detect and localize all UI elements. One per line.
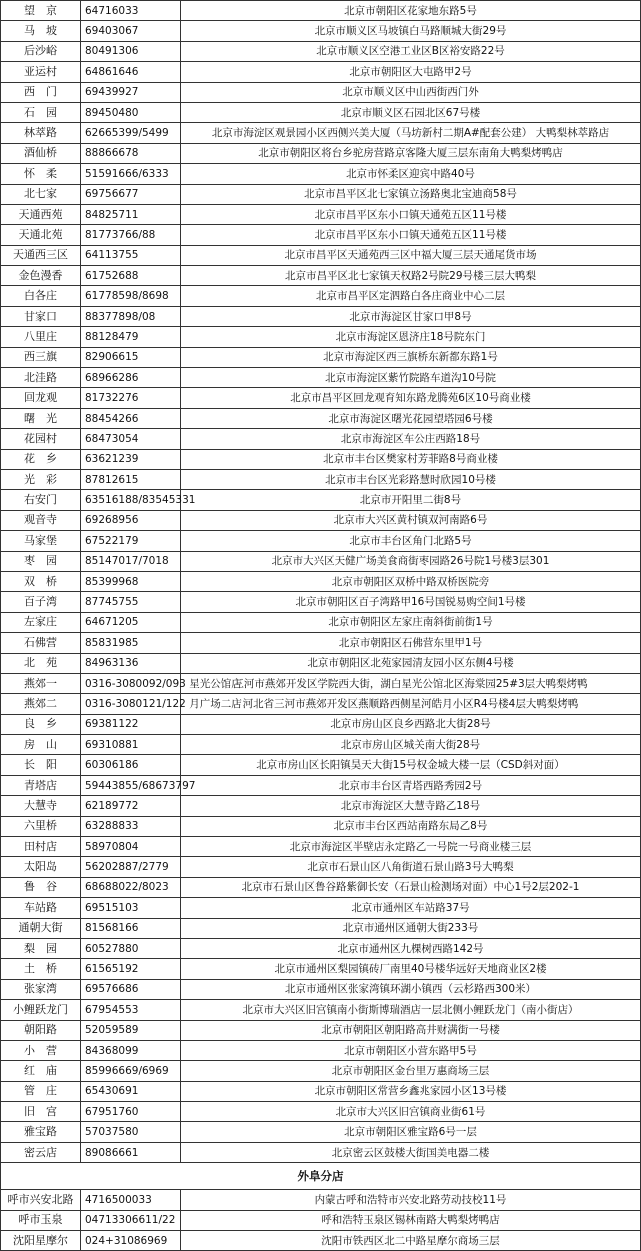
branch-address: 北京市朝阳区花家地东路5号 <box>181 1 641 21</box>
branch-address: 北京市昌平区北七家镇天权路2号院29号楼三层大鸭梨 <box>181 266 641 286</box>
branch-address: 北京市通州区梨园镇砖厂南里40号楼华远好天地商业区2楼 <box>181 959 641 979</box>
table-row <box>1 327 641 347</box>
table-row <box>1 1142 641 1162</box>
branch-address: 北京市丰台区青塔西路秀园2号 <box>181 775 641 795</box>
branch-name: 曙 光 <box>1 408 81 428</box>
section-header-group <box>1 1163 641 1190</box>
branch-address: 北京市朝阳区朝阳路高井财满街一号楼 <box>181 1020 641 1040</box>
branch-name: 石佛营 <box>1 633 81 653</box>
branch-phone: 60527880 <box>81 938 181 958</box>
branch-phone: 81773766/88 <box>81 225 181 245</box>
branch-name: 梨 园 <box>1 938 81 958</box>
branch-name: 青塔店 <box>1 775 81 795</box>
branch-phone: 56202887/2779 <box>81 857 181 877</box>
branch-name: 沈阳星摩尔 <box>1 1231 81 1251</box>
branch-address: 北京市朝阳区常营乡鑫兆家园小区13号楼 <box>181 1081 641 1101</box>
branch-name: 北七家 <box>1 184 81 204</box>
branch-phone: 65430691 <box>81 1081 181 1101</box>
branch-address: 北京市朝阳区北苑家园清友园小区东侧4号楼 <box>181 653 641 673</box>
branch-phone: 81732276 <box>81 388 181 408</box>
branch-name: 怀 柔 <box>1 164 81 184</box>
table-row <box>1 1020 641 1040</box>
table-row <box>1 775 641 795</box>
branch-address: 北京市房山区长阳镇昊天大街15号权金城大楼一层（CSD斜对面） <box>181 755 641 775</box>
table-row <box>1 41 641 61</box>
table-row <box>1 938 641 958</box>
branch-phone: 84368099 <box>81 1040 181 1060</box>
branch-address: 北京市昌平区天通苑西三区中福大厦三层天通尾货市场 <box>181 245 641 265</box>
table-row <box>1 266 641 286</box>
branch-name: 长 阳 <box>1 755 81 775</box>
branch-address: 北京市朝阳区百子湾路甲16号国锐易购空间1号楼 <box>181 592 641 612</box>
branch-list <box>1 1 641 1163</box>
branch-address: 呼和浩特玉泉区锡林南路大鸭梨烤鸭店 <box>181 1210 641 1230</box>
branch-name: 良 乡 <box>1 714 81 734</box>
branch-name: 呼市兴安北路 <box>1 1190 81 1210</box>
branch-name: 密云店 <box>1 1142 81 1162</box>
branch-name: 太阳岛 <box>1 857 81 877</box>
table-row <box>1 551 641 571</box>
table-row <box>1 286 641 306</box>
branch-address: 北京市海淀区恩济庄18号院东门 <box>181 327 641 347</box>
branch-phone: 85831985 <box>81 633 181 653</box>
branch-address: 北京市顺义区石园北区67号楼 <box>181 102 641 122</box>
table-row <box>1 1040 641 1060</box>
table-row <box>1 347 641 367</box>
table-row <box>1 143 641 163</box>
branch-phone: 69268956 <box>81 510 181 530</box>
branch-phone: 62665399/5499 <box>81 123 181 143</box>
branch-address: 河北省三河市燕郊开发区燕顺路西侧星河皓月小区R4号楼4层大鸭梨烤鸭 <box>181 694 641 714</box>
branch-address: 内蒙古呼和浩特市兴安北路劳动技校11号 <box>181 1190 641 1210</box>
branch-phone: 69515103 <box>81 898 181 918</box>
branch-address: 北京市通州区九棵树西路142号 <box>181 938 641 958</box>
branch-phone: 88128479 <box>81 327 181 347</box>
branch-phone: 63621239 <box>81 449 181 469</box>
branch-phone: 69381122 <box>81 714 181 734</box>
branch-name: 旧 宫 <box>1 1102 81 1122</box>
table-row <box>1 735 641 755</box>
table-row <box>1 1231 641 1251</box>
branch-name: 西 门 <box>1 82 81 102</box>
table-row <box>1 1122 641 1142</box>
section-title: 外阜分店 <box>1 1163 641 1190</box>
table-row <box>1 531 641 551</box>
branch-address: 北京市顺义区空港工业区B区裕安路22号 <box>181 41 641 61</box>
branch-name: 后沙峪 <box>1 41 81 61</box>
branch-name: 小鲤跃龙门 <box>1 1000 81 1020</box>
table-row <box>1 306 641 326</box>
branch-phone: 024+31086969 <box>81 1231 181 1251</box>
branch-name: 金色漫香 <box>1 266 81 286</box>
branch-name: 马 坡 <box>1 21 81 41</box>
branch-phone: 85996669/6969 <box>81 1061 181 1081</box>
branch-phone: 84963136 <box>81 653 181 673</box>
branch-address: 北京市大兴区旧宫镇南小街斯博瑞酒店一层北侧小鲤跃龙门（南小街店） <box>181 1000 641 1020</box>
branch-phone: 60306186 <box>81 755 181 775</box>
branch-address: 北京市丰台区角门北路5号 <box>181 531 641 551</box>
branch-phone: 89086661 <box>81 1142 181 1162</box>
branch-phone: 4716500033 <box>81 1190 181 1210</box>
branch-address: 北京市丰台区光彩路慧时欣园10号楼 <box>181 469 641 489</box>
table-row <box>1 653 641 673</box>
branch-name: 光 彩 <box>1 469 81 489</box>
branch-address: 三河市燕郊开发区学院西大街，湖白星光公馆北区海棠园25#3层大鸭梨烤鸭 <box>181 673 641 693</box>
table-row <box>1 837 641 857</box>
table-row <box>1 877 641 897</box>
table-row <box>1 225 641 245</box>
branch-name: 通朝大街 <box>1 918 81 938</box>
table-row <box>1 164 641 184</box>
branch-address: 北京市海淀区车公庄西路18号 <box>181 429 641 449</box>
branch-phone: 67522179 <box>81 531 181 551</box>
branch-address: 北京市怀柔区迎宾中路40号 <box>181 164 641 184</box>
table-row <box>1 21 641 41</box>
branch-phone: 69310881 <box>81 735 181 755</box>
branch-phone: 64113755 <box>81 245 181 265</box>
branch-address: 北京市大兴区旧宫镇商业街61号 <box>181 1102 641 1122</box>
branch-phone: 88377898/08 <box>81 306 181 326</box>
branch-address: 北京市朝阳区小营东路甲5号 <box>181 1040 641 1060</box>
branch-name: 红 庙 <box>1 1061 81 1081</box>
branch-name: 左家庄 <box>1 612 81 632</box>
table-row <box>1 898 641 918</box>
branch-address: 北京市海淀区半壁店永定路乙一号院一号商业楼三层 <box>181 837 641 857</box>
branch-name: 雅宝路 <box>1 1122 81 1142</box>
table-row <box>1 918 641 938</box>
branch-address: 北京市石景山区鲁谷路紫御长安（石景山检测场对面）中心1号2层202-1 <box>181 877 641 897</box>
branch-address: 北京市顺义区中山西街西门外 <box>181 82 641 102</box>
branch-address: 北京市朝阳区双桥中路双桥医院旁 <box>181 571 641 591</box>
branch-phone: 85399968 <box>81 571 181 591</box>
branch-phone: 69439927 <box>81 82 181 102</box>
branch-address: 北京市海淀区大慧寺路乙18号 <box>181 796 641 816</box>
branch-address: 北京市丰台区西站南路东局乙8号 <box>181 816 641 836</box>
branch-address: 北京市朝阳区金台里万惠商场三层 <box>181 1061 641 1081</box>
branch-address: 北京市通州区车站路37号 <box>181 898 641 918</box>
table-row <box>1 633 641 653</box>
table-row <box>1 429 641 449</box>
branch-address: 北京市石景山区八角街道石景山路3号大鸭梨 <box>181 857 641 877</box>
branch-phone: 80491306 <box>81 41 181 61</box>
branch-name: 马家堡 <box>1 531 81 551</box>
branch-name: 百子湾 <box>1 592 81 612</box>
branch-address: 北京市大兴区黄村镇双河南路6号 <box>181 510 641 530</box>
branch-name: 右安门 <box>1 490 81 510</box>
branch-phone: 62189772 <box>81 796 181 816</box>
branch-phone: 68966286 <box>81 368 181 388</box>
branch-phone: 63288833 <box>81 816 181 836</box>
table-row <box>1 1210 641 1230</box>
table-row <box>1 673 641 693</box>
table-row <box>1 612 641 632</box>
branch-name: 酒仙桥 <box>1 143 81 163</box>
table-row <box>1 102 641 122</box>
branch-name: 小 营 <box>1 1040 81 1060</box>
branch-name: 天通西三区 <box>1 245 81 265</box>
table-row <box>1 245 641 265</box>
branch-phone: 69576686 <box>81 979 181 999</box>
branch-phone: 64671205 <box>81 612 181 632</box>
branch-name: 花 乡 <box>1 449 81 469</box>
table-row <box>1 571 641 591</box>
branch-name: 双 桥 <box>1 571 81 591</box>
table-row <box>1 204 641 224</box>
table-row <box>1 368 641 388</box>
branch-address: 北京市通州区通朝大街233号 <box>181 918 641 938</box>
branch-address: 北京市海淀区曙光花园望塔园6号楼 <box>181 408 641 428</box>
table-row <box>1 123 641 143</box>
table-row <box>1 510 641 530</box>
branch-phone: 89450480 <box>81 102 181 122</box>
branch-address: 北京市昌平区东小口镇天通苑五区11号楼 <box>181 204 641 224</box>
branch-address: 北京市海淀区西三旗桥东新都东路1号 <box>181 347 641 367</box>
branch-name: 燕郊二 <box>1 694 81 714</box>
branch-phone: 51591666/6333 <box>81 164 181 184</box>
branch-name: 回龙观 <box>1 388 81 408</box>
table-row <box>1 490 641 510</box>
table-row <box>1 1000 641 1020</box>
branch-name: 房 山 <box>1 735 81 755</box>
branch-phone: 88866678 <box>81 143 181 163</box>
branch-name: 望 京 <box>1 1 81 21</box>
branch-name: 燕郊一 <box>1 673 81 693</box>
branch-name: 八里庄 <box>1 327 81 347</box>
branch-address: 北京市通州区张家湾镇环湖小镇西（云杉路西300米） <box>181 979 641 999</box>
branch-address: 北京市海淀区观景园小区西侧兴美大厦（马坊新村二期A#配套公建） 大鸭梨林萃路店 <box>181 123 641 143</box>
branch-phone: 82906615 <box>81 347 181 367</box>
branch-phone: 67954553 <box>81 1000 181 1020</box>
branch-name: 车站路 <box>1 898 81 918</box>
branch-phone: 61565192 <box>81 959 181 979</box>
branch-name: 白各庄 <box>1 286 81 306</box>
branch-address: 北京密云区鼓楼大街国美电器二楼 <box>181 1142 641 1162</box>
table-row <box>1 184 641 204</box>
table-row <box>1 755 641 775</box>
branch-address: 北京市顺义区马坡镇白马路顺城大街29号 <box>181 21 641 41</box>
branch-phone: 64716033 <box>81 1 181 21</box>
branch-address: 沈阳市铁西区北二中路星摩尔商场三层 <box>181 1231 641 1251</box>
branch-address: 北京市昌平区东小口镇天通苑五区11号楼 <box>181 225 641 245</box>
branch-phone: 63516188/83545331 <box>81 490 181 510</box>
branch-phone: 61752688 <box>81 266 181 286</box>
branch-phone: 64861646 <box>81 62 181 82</box>
table-row <box>1 1 641 21</box>
branch-name: 朝阳路 <box>1 1020 81 1040</box>
branch-name: 鲁 谷 <box>1 877 81 897</box>
table-row <box>1 714 641 734</box>
branch-name: 枣 园 <box>1 551 81 571</box>
branch-address: 北京市海淀区甘家口甲8号 <box>181 306 641 326</box>
branch-name: 六里桥 <box>1 816 81 836</box>
branch-phone: 84825711 <box>81 204 181 224</box>
branch-address: 北京市朝阳区大屯路甲2号 <box>181 62 641 82</box>
branch-name: 呼市玉泉 <box>1 1210 81 1230</box>
branch-address: 北京市房山区良乡西路北大街28号 <box>181 714 641 734</box>
table-row <box>1 62 641 82</box>
branch-address: 北京市开阳里二街8号 <box>181 490 641 510</box>
branch-phone: 67951760 <box>81 1102 181 1122</box>
table-row <box>1 796 641 816</box>
branch-address: 北京市海淀区紫竹院路车道沟10号院 <box>181 368 641 388</box>
branch-phone: 04713306611/22 <box>81 1210 181 1230</box>
branch-address: 北京市朝阳区雅宝路6号一层 <box>181 1122 641 1142</box>
branch-address: 北京市丰台区樊家村芳菲路8号商业楼 <box>181 449 641 469</box>
table-row <box>1 449 641 469</box>
outer-branch-list <box>1 1190 641 1251</box>
branch-phone: 87812615 <box>81 469 181 489</box>
table-row <box>1 1061 641 1081</box>
table-row <box>1 1102 641 1122</box>
branch-phone: 69756677 <box>81 184 181 204</box>
branch-name: 田村店 <box>1 837 81 857</box>
branch-address: 北京市朝阳区石佛营东里甲1号 <box>181 633 641 653</box>
branch-address: 北京市房山区城关南大街28号 <box>181 735 641 755</box>
branch-phone: 58970804 <box>81 837 181 857</box>
branch-phone: 52059589 <box>81 1020 181 1040</box>
branch-phone: 85147017/7018 <box>81 551 181 571</box>
branch-address: 北京市大兴区天健广场美食商街枣园路26号院1号楼3层301 <box>181 551 641 571</box>
branch-name: 天通北苑 <box>1 225 81 245</box>
branch-name: 土 桥 <box>1 959 81 979</box>
branch-phone: 57037580 <box>81 1122 181 1142</box>
table-row <box>1 694 641 714</box>
table-row <box>1 592 641 612</box>
table-row <box>1 1190 641 1210</box>
branch-name: 石 园 <box>1 102 81 122</box>
branch-name: 观音寺 <box>1 510 81 530</box>
table-row <box>1 816 641 836</box>
branch-name: 西三旗 <box>1 347 81 367</box>
branch-name: 管 庄 <box>1 1081 81 1101</box>
branch-name: 天通西苑 <box>1 204 81 224</box>
branch-name: 北洼路 <box>1 368 81 388</box>
branch-address: 北京市昌平区定泗路白各庄商业中心二层 <box>181 286 641 306</box>
table-row <box>1 388 641 408</box>
branch-name: 甘家口 <box>1 306 81 326</box>
branch-phone: 68473054 <box>81 429 181 449</box>
table-row <box>1 979 641 999</box>
table-row <box>1 408 641 428</box>
branch-phone: 81568166 <box>81 918 181 938</box>
table-row <box>1 469 641 489</box>
table-row <box>1 82 641 102</box>
branch-phone: 0316-3080121/122 月广场二店 <box>81 694 181 714</box>
branch-address: 北京市昌平区回龙观育知东路龙腾苑6区10号商业楼 <box>181 388 641 408</box>
branch-address: 北京市朝阳区将台乡驼房营路京客隆大厦三层东南角大鸭梨烤鸭店 <box>181 143 641 163</box>
branch-name: 张家湾 <box>1 979 81 999</box>
branch-phone: 59443855/68673797 <box>81 775 181 795</box>
branch-name: 大慧寺 <box>1 796 81 816</box>
branch-name: 北 苑 <box>1 653 81 673</box>
branch-address: 北京市朝阳区左家庄南斜街前街1号 <box>181 612 641 632</box>
branch-name: 亚运村 <box>1 62 81 82</box>
table-row <box>1 1081 641 1101</box>
branch-phone: 68688022/8023 <box>81 877 181 897</box>
table-row <box>1 857 641 877</box>
branch-phone: 87745755 <box>81 592 181 612</box>
branch-phone: 88454266 <box>81 408 181 428</box>
section-header-row <box>1 1163 641 1190</box>
branch-phone: 0316-3080092/093 星光公馆店 <box>81 673 181 693</box>
branch-phone: 69403067 <box>81 21 181 41</box>
branch-address: 北京市昌平区北七家镇立汤路奥北宝迪商58号 <box>181 184 641 204</box>
branch-phone: 61778598/8698 <box>81 286 181 306</box>
branch-name: 花园村 <box>1 429 81 449</box>
branch-name: 林萃路 <box>1 123 81 143</box>
table-row <box>1 959 641 979</box>
